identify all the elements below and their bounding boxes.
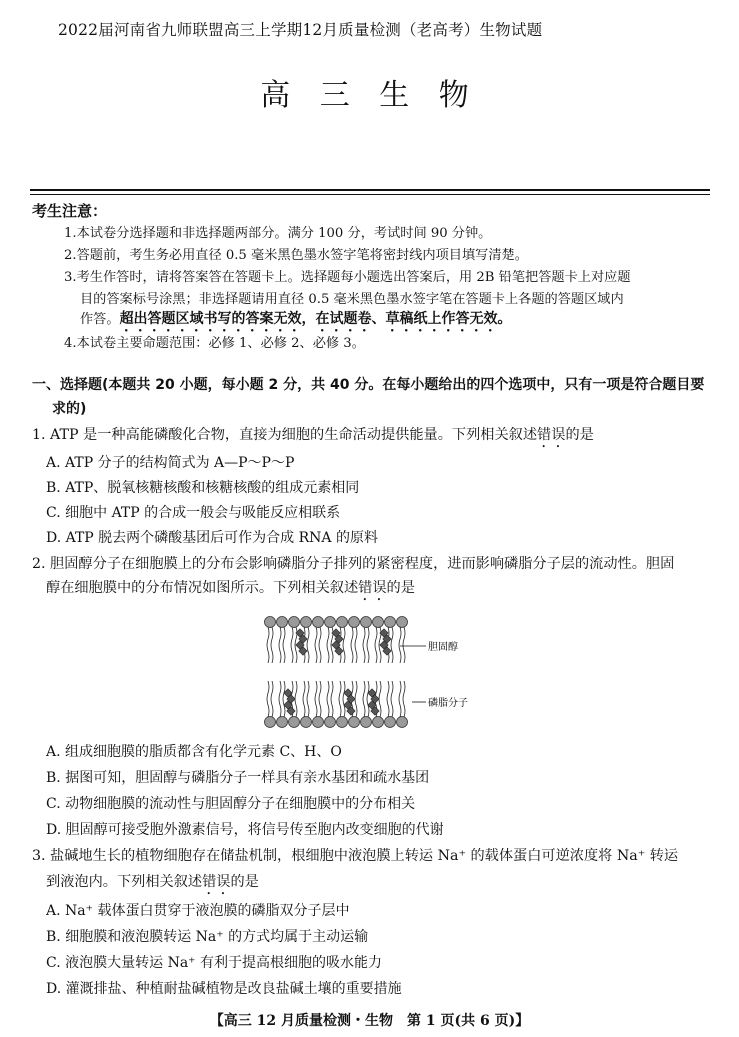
fatty-acid-tail bbox=[391, 627, 393, 663]
fatty-acid-tail bbox=[343, 627, 345, 663]
option: A. Na⁺ 载体蛋白贯穿于液泡膜的磷脂双分子层中 bbox=[46, 903, 350, 919]
notice-item: 4.本试卷主要命题范围：必修 1、必修 2、必修 3。 bbox=[64, 336, 365, 351]
question-stem bbox=[32, 424, 594, 451]
phospholipid-head bbox=[373, 717, 384, 728]
fatty-acid-tail bbox=[355, 627, 357, 663]
notice-item: 3.考生作答时，请将答案答在答题卡上。选择题每小题选出答案后，用 2B 铅笔把答题卡上对应题 bbox=[64, 270, 631, 285]
fatty-acid-tail bbox=[363, 627, 365, 663]
phospholipid-head bbox=[337, 617, 348, 628]
option: A. 组成细胞膜的脂质都含有化学元素 C、H、O bbox=[46, 744, 342, 760]
fatty-acid-tail bbox=[307, 681, 309, 717]
notice-text: 作答。 bbox=[80, 312, 120, 327]
fatty-acid-tail bbox=[279, 681, 281, 717]
emphasized-warning: 超出答题区域书写的答案无效，在试题卷、草稿纸上作答无效。 bbox=[119, 311, 512, 327]
question-stem: 3. 盐碱地生长的植物细胞存在储盐机制，根细胞中液泡膜上转运 Na⁺ 的载体蛋白可逆浓度将 Na⁺ 转运 bbox=[32, 848, 679, 864]
fatty-acid-tail bbox=[319, 627, 321, 663]
fatty-acid-tail bbox=[303, 681, 305, 717]
phospholipid-head bbox=[277, 617, 288, 628]
stem-text: 的是 bbox=[230, 874, 259, 890]
fatty-acid-tail bbox=[403, 627, 405, 663]
fatty-acid-tail bbox=[271, 627, 273, 663]
option: D. 灌溉排盐、种植耐盐碱植物是改良盐碱土壤的重要措施 bbox=[46, 981, 402, 997]
fatty-acid-tail bbox=[267, 681, 269, 717]
stem-text: 到液泡内。下列相关叙述 bbox=[46, 874, 203, 890]
fatty-acid-tail bbox=[403, 681, 405, 717]
fatty-acid-tail bbox=[367, 627, 369, 663]
option: D. ATP 脱去两个磷酸基团后可作为合成 RNA 的原料 bbox=[46, 530, 378, 546]
phospholipid-head bbox=[289, 717, 300, 728]
fatty-acid-tail bbox=[399, 627, 401, 663]
fatty-acid-tail bbox=[283, 627, 285, 663]
fatty-acid-tail bbox=[387, 681, 389, 717]
fatty-acid-tail bbox=[307, 627, 309, 663]
phospholipid-head bbox=[385, 617, 396, 628]
page-footer: 【高三 12 月质量检测・生物 第 1 页(共 6 页)】 bbox=[209, 1013, 530, 1029]
notice-item: 1.本试卷分选择题和非选择题两部分。满分 100 分，考试时间 90 分钟。 bbox=[64, 226, 492, 241]
phospholipid-label: 磷脂分子 bbox=[428, 698, 468, 709]
phospholipid-head bbox=[277, 717, 288, 728]
phospholipid-head bbox=[301, 717, 312, 728]
fatty-acid-tail bbox=[327, 627, 329, 663]
option: B. 细胞膜和液泡膜转运 Na⁺ 的方式均属于主动运输 bbox=[46, 929, 369, 945]
fatty-acid-tail bbox=[375, 627, 377, 663]
phospholipid-head bbox=[325, 717, 336, 728]
phospholipid-head bbox=[325, 617, 336, 628]
option: A. ATP 分子的结构简式为 A—P～P～P bbox=[46, 455, 295, 471]
stem-text: 醇在细胞膜中的分布情况如图所示。下列相关叙述 bbox=[46, 580, 359, 596]
phospholipid-head bbox=[373, 617, 384, 628]
stem-text: 的是 bbox=[386, 580, 415, 596]
phospholipid-head bbox=[265, 617, 276, 628]
option: D. 胆固醇可接受胞外激素信号，将信号传至胞内改变细胞的代谢 bbox=[46, 822, 444, 838]
phospholipid-head bbox=[385, 717, 396, 728]
option: B. ATP、脱氧核糖核酸和核糖核酸的组成元素相同 bbox=[46, 480, 360, 496]
page-title: 高 三 生 物 bbox=[260, 78, 479, 113]
phospholipid-heads-inner bbox=[265, 717, 408, 728]
phospholipid-head bbox=[349, 717, 360, 728]
stem-text: 的是 bbox=[565, 427, 594, 443]
fatty-acid-tail bbox=[343, 681, 345, 717]
fatty-acid-tail bbox=[315, 681, 317, 717]
stem-text: 1. ATP 是一种高能磷酸化合物，直接为细胞的生命活动提供能量。下列相关叙述 bbox=[32, 427, 538, 443]
stem-emphasis: 错误 bbox=[358, 580, 387, 596]
notice-item: 目的答案标号涂黑；非选择题请用直径 0.5 毫米黑色墨水签字笔在答题卡上各题的答题区域内 bbox=[80, 292, 624, 307]
question-stem: 2. 胆固醇分子在细胞膜上的分布会影响磷脂分子排列的紧密程度，进而影响磷脂分子层的流动性。胆固 bbox=[32, 556, 675, 572]
phospholipid-head bbox=[313, 717, 324, 728]
phospholipid-head bbox=[361, 617, 372, 628]
fatty-acid-tail bbox=[291, 627, 293, 663]
fatty-acid-tail bbox=[351, 627, 353, 663]
fatty-acid-tail bbox=[319, 681, 321, 717]
notice-item bbox=[80, 308, 512, 335]
section-heading: 一、选择题(本题共 20 小题，每小题 2 分，共 40 分。在每小题给出的四个选项中，只有一项是符合题目要 bbox=[32, 377, 705, 393]
phospholipid-head bbox=[361, 717, 372, 728]
fatty-acid-tail bbox=[271, 681, 273, 717]
fatty-acid-tail bbox=[279, 627, 281, 663]
option: C. 细胞中 ATP 的合成一般会与吸能反应相联系 bbox=[46, 505, 341, 521]
cell-membrane-figure bbox=[262, 614, 482, 730]
fatty-acid-tail bbox=[339, 681, 341, 717]
phospholipid-head bbox=[289, 617, 300, 628]
fatty-acid-tail bbox=[367, 681, 369, 717]
stem-emphasis: 错误 bbox=[537, 427, 566, 443]
fatty-acid-tail bbox=[363, 681, 365, 717]
phospholipid-head bbox=[349, 617, 360, 628]
fatty-acid-tail bbox=[315, 627, 317, 663]
phospholipid-head bbox=[397, 717, 408, 728]
option: C. 动物细胞膜的流动性与胆固醇分子在细胞膜中的分布相关 bbox=[46, 796, 416, 812]
question-stem-cont bbox=[46, 871, 259, 898]
notice-item: 2.答题前，考生务必用直径 0.5 毫米黑色墨水签字笔将密封线内项目填写清楚。 bbox=[64, 248, 528, 263]
phospholipid-head bbox=[313, 617, 324, 628]
fatty-acid-tail bbox=[391, 681, 393, 717]
option: B. 据图可知，胆固醇与磷脂分子一样具有亲水基团和疏水基团 bbox=[46, 770, 430, 786]
phospholipid-head bbox=[301, 617, 312, 628]
exam-header: 2022届河南省九师联盟高三上学期12月质量检测（老高考）生物试题 bbox=[58, 21, 543, 39]
notice-heading: 考生注意： bbox=[32, 202, 108, 220]
fatty-acid-tail bbox=[399, 681, 401, 717]
divider-rule bbox=[30, 189, 710, 191]
stem-emphasis: 错误 bbox=[202, 874, 231, 890]
fatty-acid-tail bbox=[327, 681, 329, 717]
phospholipid-heads-outer bbox=[265, 617, 408, 628]
question-stem-cont bbox=[46, 577, 415, 604]
fatty-acid-tail bbox=[267, 627, 269, 663]
option: C. 液泡膜大量转运 Na⁺ 有利于提高根细胞的吸水能力 bbox=[46, 955, 382, 971]
phospholipid-head bbox=[397, 617, 408, 628]
fatty-acid-tail bbox=[331, 681, 333, 717]
fatty-acid-tail bbox=[283, 681, 285, 717]
section-heading-cont: 求的) bbox=[52, 401, 87, 417]
cholesterol-label: 胆固醇 bbox=[428, 642, 458, 653]
divider-rule bbox=[30, 194, 710, 195]
phospholipid-head bbox=[265, 717, 276, 728]
phospholipid-head bbox=[337, 717, 348, 728]
